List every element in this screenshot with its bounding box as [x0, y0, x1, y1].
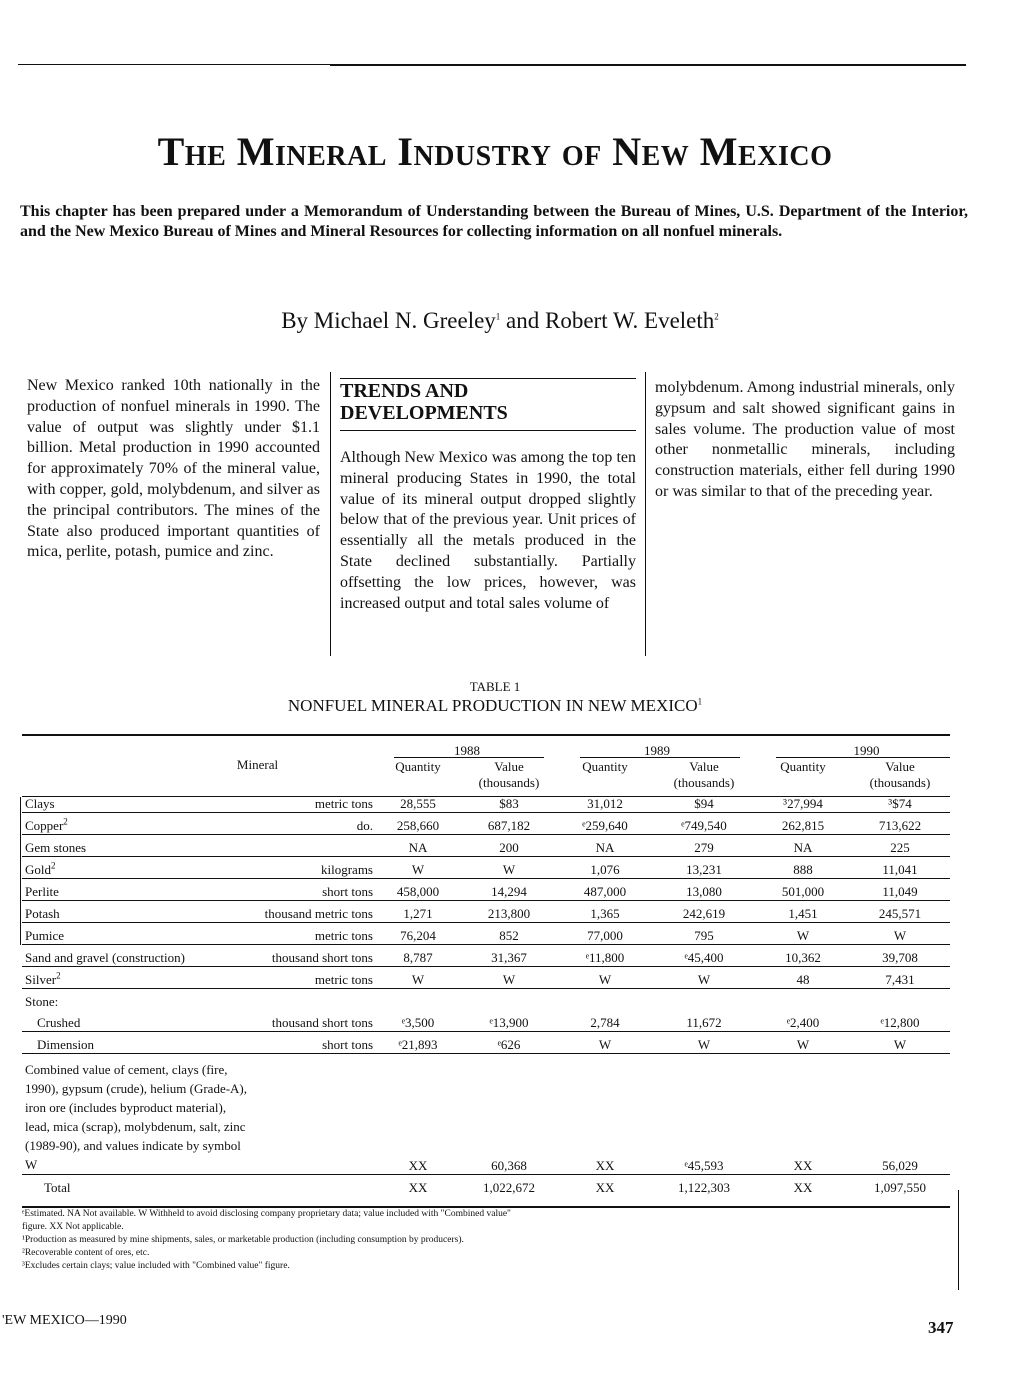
quantity-cell: 77,000 [587, 928, 623, 943]
value-cell: 795 [694, 928, 714, 943]
quantity-cell: ᵉ259,640 [582, 818, 628, 833]
value-cell: W [502, 972, 516, 987]
byline-author-1: By Michael N. Greeley [281, 308, 496, 333]
unit: short tons [322, 1037, 373, 1052]
unit: short tons [322, 884, 373, 899]
quantity-cell: ᵉ2,400 [786, 1015, 820, 1030]
quantity-cell: 76,204 [400, 928, 436, 943]
value-cell: 11,672 [686, 1015, 722, 1030]
quantity-cell: 262,815 [781, 818, 825, 833]
mineral-name-text: Dimension [37, 1037, 95, 1052]
unit: kilograms [321, 862, 373, 877]
table-caption-text: NONFUEL MINERAL PRODUCTION IN NEW MEXICO [287, 696, 698, 715]
value-header-label: Value [885, 759, 915, 774]
value-cell: 11,049 [882, 884, 918, 899]
unit: do. [356, 818, 373, 833]
value-cell: ᵉ749,540 [681, 818, 727, 833]
quantity-cell: W [796, 928, 810, 943]
section-heading: TRENDS AND DEVELOPMENTS [340, 380, 508, 424]
value-cell: 14,294 [491, 884, 527, 899]
table-row [22, 879, 950, 901]
mineral-name [22, 901, 250, 923]
value-cell: ᵉ13,900 [489, 1015, 529, 1030]
value-cell: $83 [499, 796, 519, 811]
value-header-label: Value [494, 759, 524, 774]
total-label: Total [44, 1180, 71, 1195]
table-row [22, 1010, 950, 1032]
value-header-sub: (thousands) [478, 775, 540, 790]
mineral-footnote-sup: 2 [51, 860, 56, 871]
mineral-name [22, 1032, 250, 1054]
combined-cell: XX [793, 1158, 813, 1173]
value-header-sub: (thousands) [869, 775, 931, 790]
table-row [22, 791, 950, 813]
value-cell: 713,622 [878, 818, 922, 833]
quantity-header: Quantity [582, 759, 628, 774]
value-cell: W [502, 862, 516, 877]
byline-author-2: and Robert W. Eveleth [500, 308, 715, 333]
mineral-production-table [22, 738, 950, 1196]
footnote-estimated: ᵉEstimated. NA Not available. W Withheld to avoid disclosing company proprietary data; value included with "Combined value" figure. XX Not applicable. [22, 1209, 511, 1232]
combined-cell: XX [595, 1158, 615, 1173]
year-header-1990: 1990 [853, 743, 880, 758]
footer-running-head: 'EW MEXICO—1990 [2, 1313, 127, 1328]
year-header-1988: 1988 [454, 743, 480, 758]
table-rule-left [20, 797, 21, 945]
stone-label-row [22, 989, 950, 1011]
value-header [850, 759, 950, 791]
value-cell: ³$74 [888, 796, 912, 811]
quantity-cell: W [411, 862, 425, 877]
quantity-cell: 1,365 [590, 906, 620, 921]
mineral-name-text: Gem stones [25, 840, 87, 855]
mineral-header: Mineral [236, 756, 279, 772]
value-cell: 279 [694, 840, 714, 855]
quantity-header: Quantity [780, 759, 826, 774]
table-row [22, 857, 950, 879]
value-cell: 213,800 [487, 906, 531, 921]
quantity-cell: 258,660 [396, 818, 440, 833]
quantity-cell: 1,271 [403, 906, 433, 921]
value-cell: 200 [499, 840, 519, 855]
page-number: 347 [928, 1318, 954, 1337]
mineral-name-text: Clays [25, 796, 55, 811]
value-header-label: Value [689, 759, 719, 774]
combined-cell: 56,029 [882, 1158, 918, 1173]
value-cell: 39,708 [882, 950, 918, 965]
mineral-name-text: Copper [25, 818, 64, 833]
quantity-header: Quantity [395, 759, 441, 774]
quantity-cell: ᵉ21,893 [398, 1037, 438, 1052]
column-1-text: New Mexico ranked 10th nationally in the production of nonfuel minerals in 1990. The value of output was slightly under $1.1 billion. Metal production in 1990 accounted for approximately 70% of the mineral value, with copper, gold, molybdenum, and silver as the principal contributors. The mines of the State also produced important quantities of mica, perlite, potash, pumice and zinc. [27, 377, 320, 561]
footnotes [22, 1208, 532, 1273]
total-row [22, 1175, 950, 1197]
value-cell: 13,231 [686, 862, 722, 877]
table-rule-top [22, 734, 950, 736]
value-cell: 11,041 [882, 862, 918, 877]
value-cell: ᵉ45,400 [684, 950, 724, 965]
quantity-cell: W [598, 972, 612, 987]
value-header [652, 759, 756, 791]
total-cell: XX [408, 1180, 428, 1195]
quantity-cell: 31,012 [587, 796, 623, 811]
page-title: The Mineral Industry of New Mexico [157, 129, 833, 174]
unit: thousand metric tons [264, 906, 373, 921]
mineral-name-text: Pumice [25, 928, 64, 943]
quantity-cell: 28,555 [400, 796, 436, 811]
table-caption [0, 696, 990, 716]
value-header [460, 759, 558, 791]
table-row [22, 923, 950, 945]
total-cell: XX [793, 1180, 813, 1195]
quantity-cell: 487,000 [583, 884, 627, 899]
unit: metric tons [314, 972, 373, 987]
value-cell: W [697, 972, 711, 987]
quantity-cell: 1,451 [788, 906, 818, 921]
quantity-cell: NA [595, 840, 615, 855]
byline-sup-2: 2 [714, 311, 719, 322]
mineral-name [22, 967, 250, 989]
mineral-footnote-sup: 2 [56, 970, 61, 981]
value-cell: 687,182 [487, 818, 531, 833]
column-divider-right [645, 372, 646, 656]
quantity-cell: 501,000 [781, 884, 825, 899]
quantity-cell: NA [408, 840, 428, 855]
unit: thousand short tons [271, 950, 373, 965]
mineral-name-text: Gold [25, 862, 51, 877]
value-cell: 852 [499, 928, 519, 943]
unit: metric tons [314, 796, 373, 811]
heading-rule-bottom [340, 430, 636, 431]
value-cell: 245,571 [878, 906, 922, 921]
mineral-name [22, 791, 250, 813]
value-cell: W [893, 1037, 907, 1052]
table-label: TABLE 1 [469, 679, 521, 694]
mineral-name-text: Crushed [37, 1015, 81, 1030]
mineral-name [22, 923, 250, 945]
table-row [22, 813, 950, 835]
mineral-name [22, 945, 250, 967]
unit: metric tons [314, 928, 373, 943]
quantity-cell: 2,784 [590, 1015, 620, 1030]
quantity-cell: 10,362 [785, 950, 821, 965]
mineral-name-text: Potash [25, 906, 60, 921]
column-2-text: Although New Mexico was among the top ten mineral producing States in 1990, the total value of its mineral output dropped slightly below that of the previous year. Unit prices of essentially all the metals produced in the State declined substantially. Partially offsetting the low prices, however, was increased output and total sales volume of [340, 449, 636, 612]
combined-value-label-text: Combined value of cement, clays (fire, 1990), gypsum (crude), helium (Grade-A), iron ore (includes byproduct material), lead, mica (scrap), molybdenum, salt, zinc (1989-90), and values indicate by symbol W [25, 1062, 248, 1172]
quantity-cell: ᵉ11,800 [585, 950, 625, 965]
value-cell: 31,367 [491, 950, 527, 965]
mineral-name [22, 835, 250, 857]
value-cell: $94 [694, 796, 714, 811]
quantity-cell: 48 [796, 972, 810, 987]
mineral-name [22, 857, 250, 879]
mineral-name-text: Sand and gravel (construction) [25, 950, 185, 965]
table-row [22, 945, 950, 967]
quantity-cell: 1,076 [590, 862, 620, 877]
mineral-name [22, 1010, 250, 1032]
quantity-cell: W [411, 972, 425, 987]
heading-rule-top [340, 378, 636, 379]
value-header-sub: (thousands) [673, 775, 735, 790]
quantity-cell: 458,000 [396, 884, 440, 899]
year-header-1989: 1989 [644, 743, 670, 758]
table-row [22, 901, 950, 923]
quantity-cell: ³27,994 [783, 796, 823, 811]
mineral-name [22, 813, 250, 835]
intro-paragraph: This chapter has been prepared under a Memorandum of Understanding between the Bureau of Mines, U.S. Department of the Interior, and the New Mexico Bureau of Mines and Mineral Resources for collecting information on all nonfuel minerals. [20, 203, 968, 240]
combined-value-row [22, 1054, 950, 1175]
value-cell: ᵉ626 [497, 1037, 521, 1052]
table-header-years [22, 738, 950, 759]
total-cell: 1,097,550 [874, 1180, 926, 1195]
quantity-cell: 888 [793, 862, 813, 877]
combined-cell: ᵉ45,593 [684, 1158, 724, 1173]
mineral-name-text: Silver [25, 972, 57, 987]
quantity-cell: 8,787 [403, 950, 433, 965]
footnote-1: ¹Production as measured by mine shipments, sales, or marketable production (including consumption by producers). [22, 1235, 464, 1245]
value-cell: W [697, 1037, 711, 1052]
value-cell: 13,080 [686, 884, 722, 899]
combined-value-label [22, 1054, 376, 1175]
value-cell: 242,619 [682, 906, 726, 921]
value-cell: ᵉ12,800 [880, 1015, 920, 1030]
quantity-cell: W [796, 1037, 810, 1052]
mineral-name-text: Perlite [25, 884, 59, 899]
value-cell: 7,431 [885, 972, 915, 987]
quantity-cell: W [598, 1037, 612, 1052]
value-cell: W [893, 928, 907, 943]
total-cell: 1,122,303 [678, 1180, 730, 1195]
stone-label: Stone: [25, 994, 59, 1009]
table-row [22, 835, 950, 857]
column-divider-left [330, 372, 331, 656]
top-rule-thick [330, 64, 966, 66]
table-row [22, 1032, 950, 1054]
value-cell: 225 [890, 840, 910, 855]
combined-cell: XX [408, 1158, 428, 1173]
footnote-3: ³Excludes certain clays; value included with "Combined value" figure. [22, 1261, 290, 1271]
quantity-cell: ᵉ3,500 [401, 1015, 435, 1030]
total-cell: 1,022,672 [483, 1180, 535, 1195]
table-row [22, 967, 950, 989]
total-cell: XX [595, 1180, 615, 1195]
mineral-footnote-sup: 2 [63, 816, 68, 827]
column-3-text: molybdenum. Among industrial minerals, only gypsum and salt showed significant gains in sales volume. The production value of most other nonmetallic minerals, including construction materials, either fell during 1990 or was similar to that of the preceding year. [655, 379, 955, 500]
unit [250, 835, 376, 857]
mineral-name [22, 879, 250, 901]
byline-sup-1: 1 [495, 311, 501, 322]
byline [0, 308, 1000, 334]
right-margin-rule [958, 1190, 959, 1290]
combined-cell: 60,368 [491, 1158, 527, 1173]
table-caption-sup: 1 [697, 696, 703, 707]
quantity-cell: NA [793, 840, 813, 855]
unit: thousand short tons [271, 1015, 373, 1030]
footnote-2: ²Recoverable content of ores, etc. [22, 1248, 150, 1258]
